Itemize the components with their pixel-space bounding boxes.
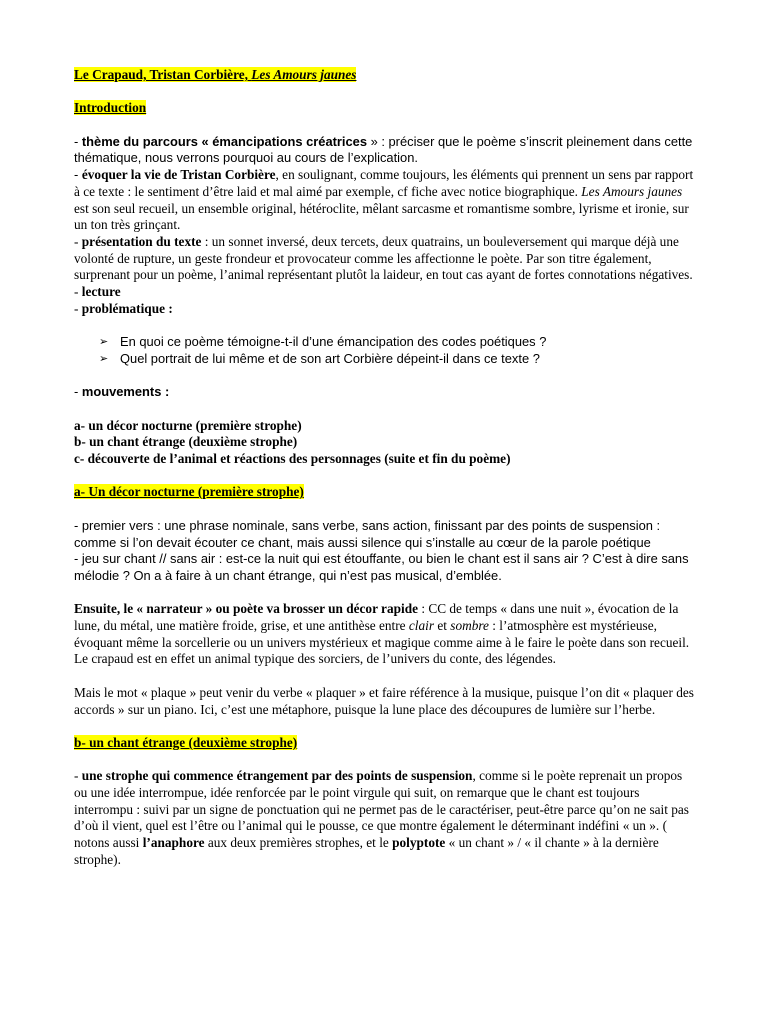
intro-presentation-paragraph: - présentation du texte : un sonnet inversé, deux tercets, deux quatrains, un bouleversement qui marque déjà une volonté de rupture, un geste frondeur et provocateur comme les affectionne le poète. Par son titre également, surprenant pour un poème, l’animal représentant plutôt la laideur, en tout cas ayant de fortes connotations négatives. — [74, 234, 693, 283]
section-a-paragraph-4: Mais le mot « plaque » peut venir du verbe « plaquer » et faire référence à la musique, puisque l’on dit « plaquer des accords » sur un piano. Ici, c’est une métaphore, puisque la lune place des découpures de lumière sur l’herbe. — [74, 684, 694, 717]
arrow-bullet-icon: ➢ — [99, 351, 109, 365]
problematique-list — [74, 334, 696, 367]
document-title: Le Crapaud, Tristan Corbière, Les Amours jaunes — [74, 67, 357, 82]
intro-mouvements-line: - mouvements : — [74, 384, 170, 400]
movement-b: b- un chant étrange (deuxième strophe) — [74, 434, 298, 450]
intro-vie-paragraph: - évoquer la vie de Tristan Corbière, en soulignant, comme toujours, les éléments qui prennent un sens par rapport à ce texte : le sentiment d’être laid et mal aimé par exemple, cf fiche avec notice biographique. Les Amours jaunes est son seul recueil, un ensemble original, hétéroclite, mêlant sarcasme et romantisme sombre, lyrisme et ironie, sur un ton très grinçant. — [74, 167, 694, 233]
section-b-paragraph-1: - une strophe qui commence étrangement par des points de suspension, comme si le poète reprenait un propos ou une idée interrompue, idée renforcée par le point virgule qui suit, on remarque que le chant est toujours interrompu : suivi par un signe de ponctuation qui ne permet pas de le caractériser, peut-être parce qu’on ne sait pas d’où il vient, quel est l’être ou l’animal qui le pousse, ce que montre également le déterminant indéfini « un ». ( notons aussi l’anaphore aux deux premières strophes, et le polyptote « un chant » / « il chante » à la dernière strophe). — [74, 768, 689, 867]
list-item: ➢ En quoi ce poème témoigne-t-il d’une émancipation des codes poétiques ? — [99, 334, 547, 350]
intro-lecture-line: - lecture — [74, 284, 121, 300]
movement-a: a- un décor nocturne (première strophe) — [74, 417, 302, 433]
intro-problematique-line: - problématique : — [74, 300, 173, 316]
section-a-paragraph-2: - jeu sur chant // sans air : est-ce la nuit qui est étouffante, ou bien le chant est il sans air ? C’est à dire sans mélodie ? On a à faire à un chant étrange, qui n’est pas musical, d’emblée. — [74, 551, 689, 583]
intro-theme-paragraph: - thème du parcours « émancipations créatrices » : préciser que le poème s’inscrit pleinement dans cette thématique, nous verrons pourquoi au cours de l’explication. — [74, 133, 693, 166]
movement-c: c- découverte de l’animal et réactions des personnages (suite et fin du poème) — [74, 451, 511, 467]
arrow-bullet-icon: ➢ — [99, 335, 109, 349]
section-a-paragraph-1: - premier vers : une phrase nominale, sans verbe, sans action, finissant par des points de suspension : comme si l’on devait écouter ce chant, mais aussi silence qui s’installe au cœur de la parole poétique — [74, 517, 661, 550]
section-a-paragraph-3: Ensuite, le « narrateur » ou poète va brosser un décor rapide : CC de temps « dans une nuit », évocation de la lune, du métal, une matière froide, grise, et une antithèse entre clair et sombre : l’atmosphère est mystérieuse, évoquant même la sorcellerie ou un univers mystérieux et magique comme aime à le faire le poète dans son recueil. Le crapaud est en effet un animal typique des sorciers, de l’univers du conte, des légendes. — [74, 601, 690, 667]
list-item: ➢ Quel portrait de lui même et de son art Corbière dépeint-il dans ce texte ? — [99, 350, 540, 366]
intro-heading: Introduction — [74, 100, 147, 116]
section-a-heading: a- Un décor nocturne (première strophe) — [74, 484, 304, 500]
section-b-heading: b- un chant étrange (deuxième strophe) — [74, 734, 298, 750]
